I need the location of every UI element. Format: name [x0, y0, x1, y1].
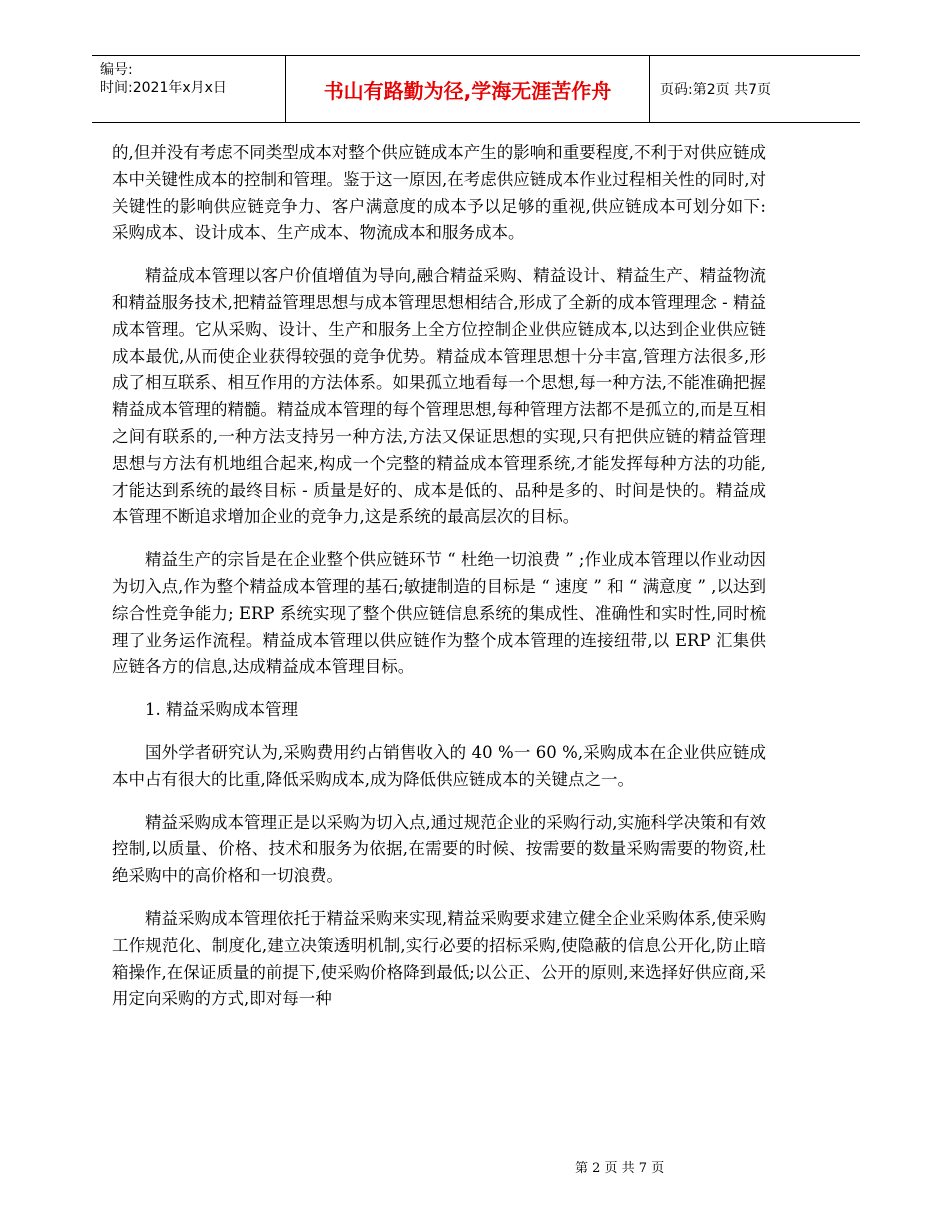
paragraph-2: 精益成本管理以客户价值增值为导向,融合精益采购、精益设计、精益生产、精益物流和精益服务技术,把精益管理思想与成本管理思想相结合,形成了全新的成本管理理念 - 精益成本管理。它从采购、设计、生产和服务上全方位控制企业供应链成本,以达到企业供应链成本最优,从而使企业获得较强的竞争优势。精益成本管理思想十分丰富,管理方法很多,形成了相互联系、相互作用的方法体系。如果孤立地看每一个思想,每一种方法,不能准确把握精益成本管理的精髓。精益成本管理的每个管理思想,每种管理方法都不是孤立的,而是互相之间有联系的,一种方法支持另一种方法,方法又保证思想的实现,只有把供应链的精益管理思想与方法有机地组合起来,构成一个完整的精益成本管理系统,才能发挥每种方法的功能,才能达到系统的最终目标 - 质量是好的、成本是低的、品种是多的、时间是快的。精益成本管理不断追求增加企业的竞争力,这是系统的最高层次的目标。: [112, 266, 766, 527]
paragraph-6: 精益采购成本管理依托于精益采购来实现,精益采购要求建立健全企业采购体系,使采购工作规范化、制度化,建立决策透明机制,实行必要的招标采购,使隐蔽的信息公开化,防止暗箱操作,在保证质量的前提下,使采购价格降到最低;以公正、公开的原则,来选择好供应商,采用定向采购的方式,即对每一种: [112, 908, 766, 1009]
paragraph-5: 精益采购成本管理正是以采购为切入点,通过规范企业的采购行动,实施科学决策和有效控制,以质量、价格、技术和服务为依据,在需要的时候、按需要的数量采购需要的物资,杜绝采购中的高价格和一切浪费。: [112, 812, 766, 886]
number-label: 编号:: [100, 62, 133, 78]
header-motto: 书山有路勤为径,学海无涯苦作舟: [286, 56, 650, 122]
header-meta: [92, 56, 286, 122]
paragraph-4: 国外学者研究认为,采购费用约占销售收入的 40 %一 60 %,采购成本在企业供应链成本中占有很大的比重,降低采购成本,成为降低供应链成本的关键点之一。: [112, 742, 766, 789]
time-label: 时间:2021年x月x日: [100, 80, 227, 96]
paragraph-3: 精益生产的宗旨是在企业整个供应链环节 “ 杜绝一切浪费 ” ;作业成本管理以作业动因为切入点,作为整个精益成本管理的基石;敏捷制造的目标是 “ 速度 ” 和 “ 满意度 ” ,以达到综合性竞争能力; ERP 系统实现了整个供应链信息系统的集成性、准确性和实时性,同时梳理了业务运作流程。精益成本管理以供应链作为整个成本管理的连接纽带,以 ERP 汇集供应链各方的信息,达成精益成本管理目标。: [112, 550, 766, 677]
section-heading: 1. 精益采购成本管理: [145, 700, 298, 720]
paragraph-1: 的,但并没有考虑不同类型成本对整个供应链成本产生的影响和重要程度,不利于对供应链成本中关键性成本的控制和管理。鉴于这一原因,在考虑供应链成本作业过程相关性的同时,对关键性的影响供应链竞争力、客户满意度的成本予以足够的重视,供应链成本可划分如下:采购成本、设计成本、生产成本、物流成本和服务成本。: [112, 143, 766, 243]
page-header: [92, 55, 860, 123]
header-page-info: 页码:第2页 共7页: [660, 82, 771, 98]
page-footer: 第 2 页 共 7 页: [575, 1161, 665, 1176]
document-body: [112, 140, 766, 1029]
